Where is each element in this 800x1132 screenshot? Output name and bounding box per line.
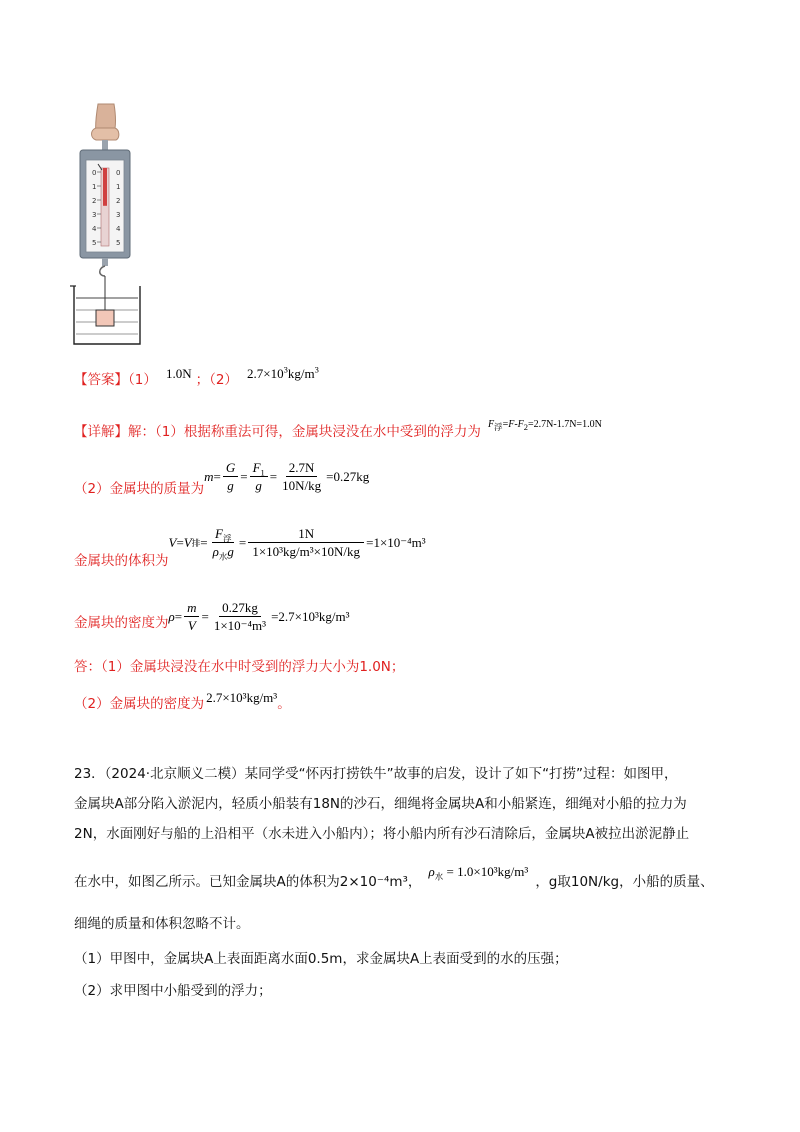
mass-formula: m = $\frac{G}{g}$ = $\frac{F_1}{g}$ = $\frac{2.7N}{10N/kg}$ =0.27kg [204,460,370,493]
volume-text: 金属块的体积为 [74,552,169,569]
scale-tick-label: 1 [116,183,121,191]
volume-formula: V = V 排 = $\frac{F_浮}{\rho_水g}$ = $\frac{1N}{\text{1×10³kg/m³×10N/kg}}$ =1×10⁻⁴m³ [168,526,426,562]
answer-tag: 【答案】 [74,372,128,388]
scale-indicator [103,168,107,206]
question-sub-1: （1）甲图中，金属块A上表面距离水面0.5m，求金属块A上表面受到的水的压强； [74,951,568,967]
answer-line [74,364,319,388]
answer-part2-label: （2） [209,372,238,388]
detail-line-3 [74,526,426,569]
question-line-3: 2N，水面刚好与船的上沿相平（水未进入小船内）；将小船内所有沙石清除后，金属块A被拉出淤泥静止 [74,826,690,842]
scale-tick-label: 5 [92,239,97,247]
question-line-1: 23．（2024·北京顺义二模）某同学受“怀丙打捞铁牛”故事的启发，设计了如下“打捞”过程：如图甲， [74,766,678,782]
answer-separator: ； [195,372,210,388]
summary-density-value: 2.7×10³kg/m³ [206,690,278,705]
scale-tick-label: 4 [92,225,97,233]
summary-line-1: 答：（1）金属块浸没在水中时受到的浮力大小为1.0N； [74,659,405,675]
answer-part2-value: 2.7×103kg/m3 [247,364,319,381]
detail-line-2 [74,460,370,497]
scale-tick-label: 3 [116,211,121,219]
scale-tick-label: 3 [92,211,97,219]
scale-tick-label: 5 [116,239,121,247]
metal-block [96,310,114,326]
detail-line-4 [74,600,350,633]
mass-text: （2）金属块的质量为 [74,480,205,497]
scale-tick-label: 0 [116,169,121,177]
scale-tick-label: 4 [116,225,121,233]
scale-tick-label: 2 [92,197,97,205]
answer-part1-label: （1） [128,372,157,388]
water-density: ρ水 = 1.0×10³kg/m³ [428,864,529,882]
question-line-2: 金属块A部分陷入淤泥内，轻质小船装有18N的沙石，细绳将金属块A和小船紧连，细绳对小船的拉力为 [74,796,687,812]
detail-tag: 【详解】 [74,424,128,440]
question-sub-2: （2）求甲图中小船受到的浮力； [74,983,272,999]
summary-line-2: （2）金属块的密度为 $^{2.7\times 10^3kg/m^3}$。 [74,690,291,712]
question-line-4: 在水中，如图乙所示。已知金属块A的体积为2×10⁻⁴m³， $^{\rho_水 = 1.0\times 10^3kg/m^3}$ ，g取10N/kg，小船的质量、 [74,864,714,890]
buoyancy-formula: F浮=F-F2=2.7N-1.7N=1.0N [487,419,602,432]
question-line-5: 细绳的质量和体积忽略不计。 [74,916,250,932]
scale-tick-label: 1 [92,183,97,191]
detail-line-1 [74,420,602,440]
spring-scale-figure [68,98,148,350]
scale-tick-label: 0 [92,169,97,177]
density-text: 金属块的密度为 [74,614,169,631]
density-formula: ρ = $\frac{m}{V}$ = $\frac{0.27kg}{\text{1×10⁻⁴m³}}$ =2.7×10³kg/m³ [168,600,350,633]
answer-part1-value: 1.0N [165,366,192,381]
detail-buoyancy-text: 解：（1）根据称重法可得，金属块浸没在水中受到的浮力为 [128,424,481,440]
scale-tick-label: 2 [116,197,121,205]
